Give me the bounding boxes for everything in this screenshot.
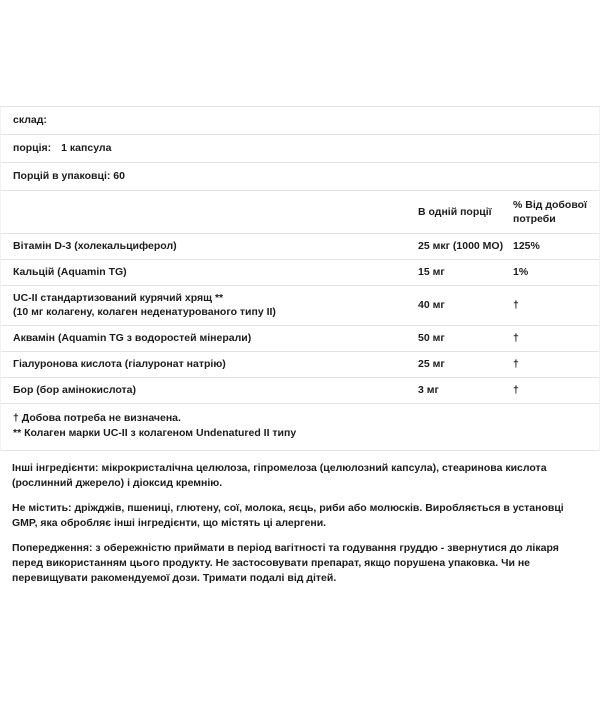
ingredient-row-hyaluronic-acid bbox=[1, 352, 599, 378]
footnote-collagen: ** Колаген марки UC-II з колагеном Undenatured II типу bbox=[13, 427, 297, 439]
table-footnotes bbox=[1, 404, 599, 451]
ingredient-row-aquamin bbox=[1, 326, 599, 352]
ingredient-amount: 50 мг bbox=[418, 332, 445, 344]
info-paragraphs bbox=[0, 461, 600, 586]
serving-label: порція: bbox=[13, 142, 52, 154]
warning-paragraph bbox=[12, 541, 588, 586]
ingredient-name-subtext: (10 мг колагену, колаген неденатурованого типу II) bbox=[13, 306, 276, 318]
facts-table-block bbox=[0, 106, 600, 451]
footnote-daily-value: † Добова потреба не визначена. bbox=[13, 412, 181, 424]
allergen-text: дріжджів, пшениці, глютену, сої, молока, яєць, риби або молюсків. Виробляється в установці GMP, яка обробляє інші інгредієнти, що містять ці алергени. bbox=[12, 502, 564, 529]
ingredient-name: UC-II стандартизований курячий хрящ ** (10 мг колагену, колаген неденатурованого типу II) bbox=[13, 291, 418, 319]
warning-text: з обережністю приймати в період вагітності та годування груддю - звернутися до лікаря перед використанням цього продукту. Не застосовувати препарат, якщо порушена упаковка. Чи не перевищувати ракомендуемої дози. Тримати подалі від дітей. bbox=[12, 542, 559, 584]
ingredient-amount: 40 мг bbox=[418, 299, 445, 311]
composition-label: склад: bbox=[13, 114, 47, 126]
serving-value: 1 капсула bbox=[61, 142, 112, 154]
ingredient-daily-value: † bbox=[513, 332, 519, 344]
ingredient-name: Гіалуронова кислота (гіалуронат натрію) bbox=[13, 358, 226, 370]
ingredient-row-vitamin-d3 bbox=[1, 234, 599, 260]
supplement-facts-panel bbox=[0, 106, 600, 586]
servings-per-container: Порцій в упаковці: 60 bbox=[13, 170, 125, 182]
ingredient-amount: 15 мг bbox=[418, 266, 445, 278]
ingredient-row-uc2-cartilage bbox=[1, 286, 599, 326]
header-amount: В одній порції bbox=[418, 206, 492, 218]
allergen-lead: Не містить: bbox=[12, 502, 72, 514]
composition-header-row bbox=[1, 107, 599, 135]
ingredient-row-boron bbox=[1, 378, 599, 404]
ingredient-name: Кальцій (Aquamin TG) bbox=[13, 266, 127, 278]
ingredient-name: Вітамін D-3 (холекальциферол) bbox=[13, 240, 177, 252]
ingredient-amount: 3 мг bbox=[418, 384, 439, 396]
header-daily-value: % Від добової потреби bbox=[513, 199, 587, 225]
ingredient-row-calcium bbox=[1, 260, 599, 286]
ingredient-daily-value: 125% bbox=[513, 240, 540, 252]
serving-size-row bbox=[1, 135, 599, 163]
ingredient-name: Аквамін (Aquamin TG з водоростей мінерали) bbox=[13, 332, 252, 344]
ingredient-daily-value: 1% bbox=[513, 266, 529, 278]
ingredient-amount: 25 мг bbox=[418, 358, 445, 370]
ingredient-amount: 25 мкг (1000 МО) bbox=[418, 240, 504, 252]
ingredient-name: Бор (бор амінокислота) bbox=[13, 384, 137, 396]
nutrients-table bbox=[1, 191, 599, 404]
other-ingredients-text: мікрокристалічна целюлоза, гіпромелоза (целюлозний капсула), стеаринова кислота (рослинний джерело) і діоксид кремнію. bbox=[12, 462, 547, 489]
ingredient-daily-value: † bbox=[513, 384, 519, 396]
warning-lead: Попередження: bbox=[12, 542, 93, 554]
servings-per-container-row bbox=[1, 163, 599, 191]
ingredient-daily-value: † bbox=[513, 299, 519, 311]
allergen-paragraph bbox=[12, 501, 588, 531]
table-header-row bbox=[1, 191, 599, 234]
ingredient-daily-value: † bbox=[513, 358, 519, 370]
other-ingredients-lead: Інші інгредієнти: bbox=[12, 462, 99, 474]
other-ingredients-paragraph bbox=[12, 461, 588, 491]
